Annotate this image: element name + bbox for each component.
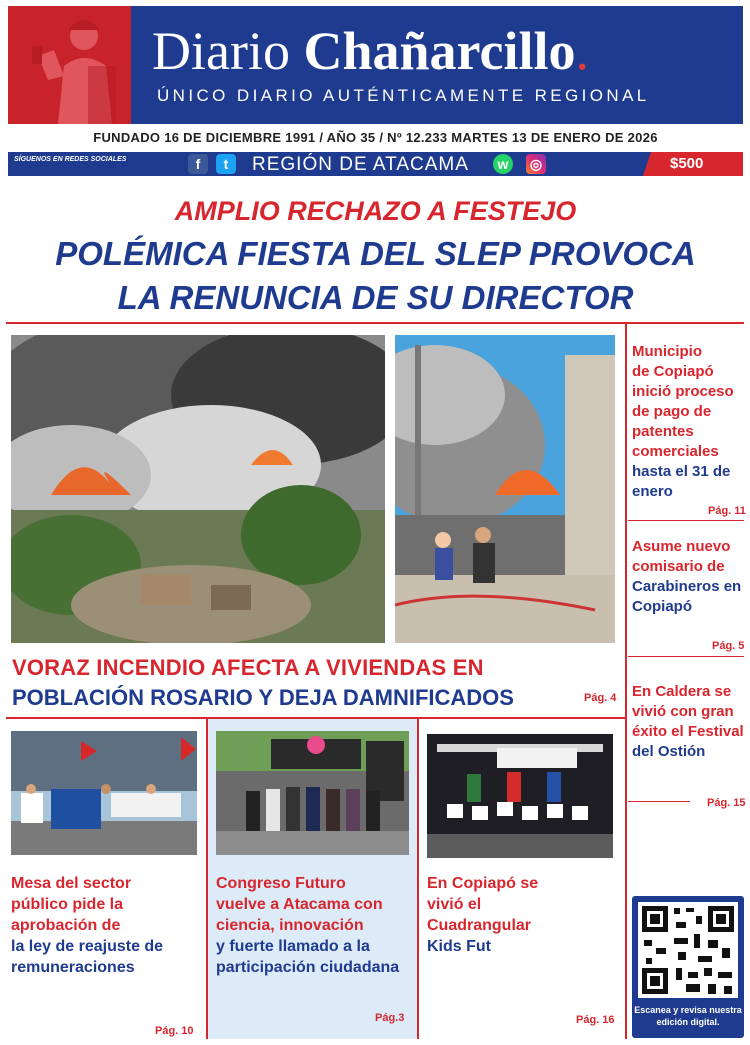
story-congreso-futuro[interactable]: Congreso Futuro vuelve a Atacama con ciencia, innovación y fuerte llamado a la participación ciudadana [216,875,400,976]
newspaper-title: Diario Chañarcillo. [152,21,589,81]
column-divider [625,717,627,1039]
sidebar-page-ref: Pág. 5 [712,640,745,652]
story-page-ref: Pág. 10 [155,1025,194,1037]
story-page-ref: Pág. 16 [576,1014,615,1026]
fire-page-ref: Pág. 4 [584,692,617,704]
column-divider [206,717,208,1039]
divider [628,656,744,657]
kids-fut-photo [427,734,613,858]
divider [628,520,744,521]
social-label: SÍGUENOS EN REDES SOCIALES [14,156,127,163]
fire-headline-line1: VORAZ INCENDIO AFECTA A VIVIENDAS EN [12,655,484,680]
sidebar-story-comisario[interactable]: Asume nuevo comisario de Carabineros en Copiapó [632,538,742,615]
qr-caption: Escanea y revisa nuestra edición digital. [634,1005,742,1027]
sidebar-story-caldera[interactable]: En Caldera se vivió con gran éxito el Festival del Ostión [632,683,744,760]
facebook-icon[interactable]: f [188,154,208,174]
story-page-ref: Pág.3 [375,1012,405,1024]
lead-headline-line1: POLÉMICA FIESTA DEL SLEP PROVOCA [55,235,696,272]
column-divider [417,717,419,1039]
fire-photo-street [395,335,615,643]
tagline: ÚNICO DIARIO AUTÉNTICAMENTE REGIONAL [157,86,650,105]
sidebar-page-ref: Pág. 11 [708,505,746,517]
twitter-icon[interactable]: t [216,154,236,174]
region-label: REGIÓN DE ATACAMA [252,154,469,175]
divider [628,801,690,802]
qr-code-icon[interactable] [638,902,738,998]
sidebar-page-ref: Pág. 15 [707,797,746,809]
story-kids-fut[interactable]: En Copiapó se vivió el Cuadrangular Kids Fut [427,875,539,955]
whatsapp-icon[interactable]: w [493,154,513,174]
masthead-logo [8,6,131,124]
edition-info: FUNDADO 16 DE DICIEMBRE 1991 / AÑO 35 / Nº 12.233 MARTES 13 DE ENERO DE 2026 [93,130,658,145]
divider [6,322,744,324]
story-mesa-sector[interactable]: Mesa del sector público pide la aprobación de la ley de reajuste de remuneraciones [11,875,164,976]
fire-headline-line2: POBLACIÓN ROSARIO Y DEJA DAMNIFICADOS [12,685,514,710]
sidebar-story-patentes[interactable]: Municipio de Copiapó inició proceso de pago de patentes comerciales hasta el 31 de enero [632,343,734,500]
column-divider [625,322,627,717]
statue-icon [8,6,131,124]
price: $500 [670,155,704,172]
fire-photo-aerial [11,335,385,643]
protest-photo [11,731,197,855]
lead-headline-line2: LA RENUNCIA DE SU DIRECTOR [117,279,634,316]
lead-kicker: AMPLIO RECHAZO A FESTEJO [174,196,577,226]
congreso-photo [216,731,409,855]
instagram-icon[interactable]: ◎ [526,154,546,174]
